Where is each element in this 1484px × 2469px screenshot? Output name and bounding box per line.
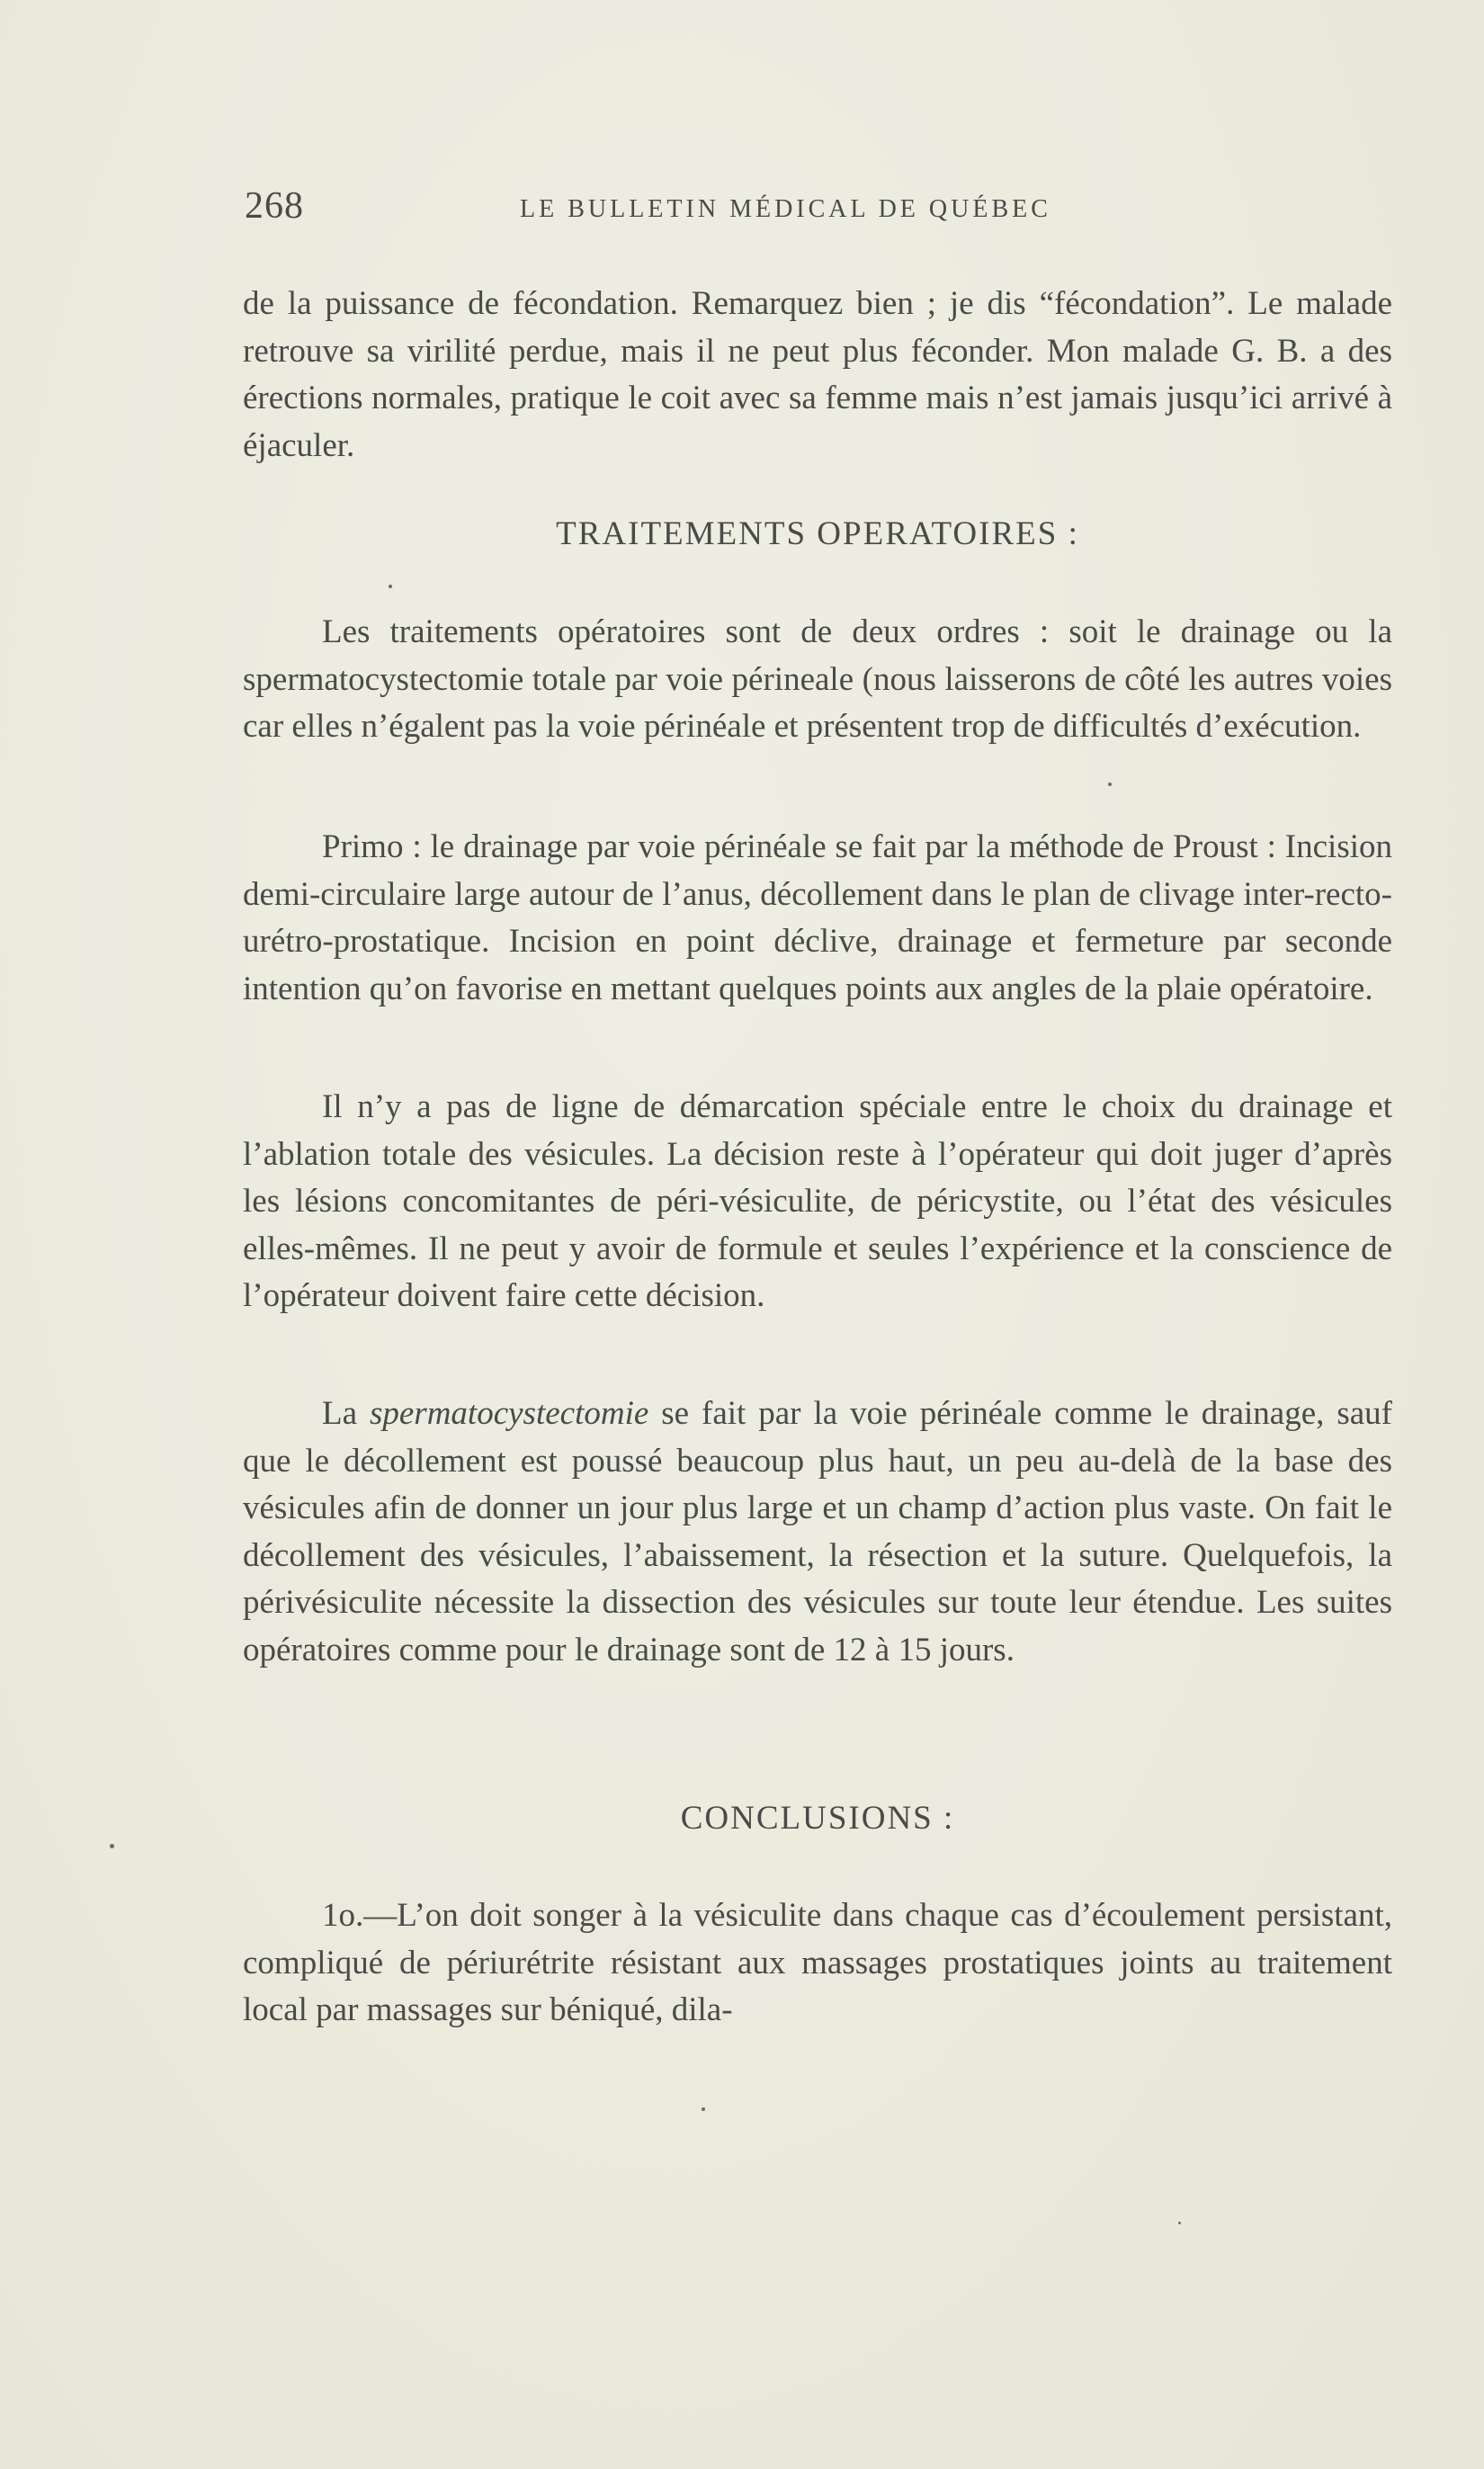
p4-rest: se fait par la voie périnéale comme le drainage, sauf que le décollement est poussé beaucoup plus haut, un peu au-delà de la base des vésicules afin de donner un jour plus large et un champ d’action plus vaste. On fait le décollement des vésicules, l’abaissement, la résection et la suture. Quelquefois, la périvésiculite nécessite la dissection des vésicules sur toute leur étendue. Les suites opératoires comme pour le drainage sont de 12 à 15 jours. xyxy=(243,1395,1392,1668)
p4-italic-term: spermatocystectomie xyxy=(369,1395,649,1432)
page-number: 268 xyxy=(245,185,304,227)
section-heading-conclusions: CONCLUSIONS : xyxy=(680,1800,955,1837)
section1-paragraph: Primo : le drainage par voie périnéale se fait par la méthode de Proust : Incision demi-circulaire large autour de l’anus, décollement dans le plan de clivage inter-recto-urétro-prostatique. Incision en point déclive, drainage et fermeture par seconde intention qu’on favorise en mettant quelques points aux angles de la plaie opératoire. xyxy=(243,828,1392,1007)
paper-speck xyxy=(1178,2222,1181,2224)
running-title: LE BULLETIN MÉDICAL DE QUÉBEC xyxy=(520,195,1051,223)
section1-paragraph-3-block xyxy=(243,1084,1392,1320)
paper-speck xyxy=(110,1844,114,1848)
paper-speck xyxy=(702,2107,705,2111)
p4-start: La xyxy=(322,1395,370,1432)
conclusions-paragraph-block xyxy=(243,1892,1392,2035)
paper-speck xyxy=(389,585,392,588)
section1-paragraph-1-block xyxy=(243,609,1392,751)
section1-paragraph-spermatocystectomie xyxy=(243,1391,1392,1674)
intro-paragraph-block xyxy=(243,281,1392,470)
section1-paragraph: Il n’y a pas de ligne de démarcation spéciale entre le choix du drainage et l’ablation totale des vésicules. La décision reste à l’opérateur qui doit juger d’après les lésions concomitantes de péri-vésiculite, de péricystite, ou l’état des vésicules elles-mêmes. Il ne peut y avoir de formule et seules l’expérience et la conscience de l’opérateur doivent faire cette décision. xyxy=(243,1088,1392,1314)
conclusions-paragraph: 1o.—L’on doit songer à la vésiculite dans chaque cas d’écoulement persistant, compliqué de périurétrite résistant aux massages prostatiques joints au traitement local par massages sur béniqué, dila- xyxy=(243,1897,1392,2028)
section-heading-traitements: TRAITEMENTS OPERATOIRES : xyxy=(556,515,1079,552)
intro-paragraph: de la puissance de fécondation. Remarquez bien ; je dis “fécondation”. Le malade retrouve sa virilité perdue, mais il ne peut plus féconder. Mon malade G. B. a des érections normales, pratique le coit avec sa femme mais n’est jamais jusqu’ici arrivé à éjaculer. xyxy=(243,285,1392,464)
page-header xyxy=(243,184,1250,238)
section1-paragraph-4-block xyxy=(243,1391,1392,1674)
section1-paragraph: Les traitements opératoires sont de deux ordres : soit le drainage ou la spermatocystectomie totale par voie périneale (nous laisserons de côté les autres voies car elles n’égalent pas la voie périnéale et présentent trop de difficultés d’exécution. xyxy=(243,613,1392,745)
section1-paragraph-2-block xyxy=(243,824,1392,1013)
paper-speck xyxy=(1108,783,1112,786)
